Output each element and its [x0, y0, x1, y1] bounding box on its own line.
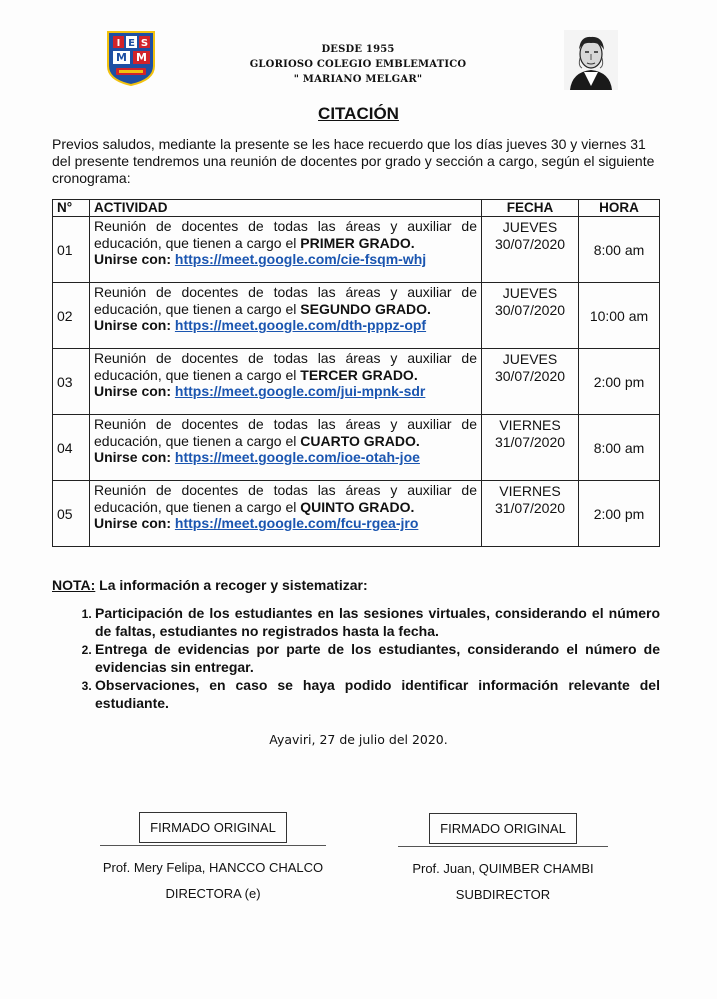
school-crest-logo	[106, 30, 156, 86]
activity-text: educación, que tienen a cargo el	[94, 366, 297, 383]
row-day: VIERNES	[499, 417, 561, 433]
logo-letter-e: E	[128, 38, 135, 49]
header-time: HORA	[579, 200, 660, 217]
nota-heading	[52, 577, 368, 593]
activity-line	[94, 367, 477, 384]
nota-item-3: 3. Observaciones, en caso se haya podido identificar información relevante del estudiante.	[95, 676, 660, 712]
row-time: 2:00 pm	[579, 349, 660, 415]
row-time: 8:00 am	[579, 217, 660, 283]
row-time: 10:00 am	[579, 283, 660, 349]
activity-line: Reunión de docentes de todas las áreas y auxiliar de	[94, 350, 477, 366]
row-day: JUEVES	[502, 351, 558, 367]
logo-letter-i: I	[116, 38, 121, 49]
row-date-value: 31/07/2020	[494, 500, 566, 516]
mariano-melgar-portrait	[564, 30, 618, 90]
grade-label: PRIMER GRADO.	[300, 234, 415, 251]
join-line	[94, 515, 477, 532]
row-activity	[90, 415, 482, 481]
row-activity	[90, 349, 482, 415]
signature-line	[100, 845, 326, 846]
row-number: 03	[53, 349, 90, 415]
join-label: Unirse con:	[94, 449, 172, 465]
meet-link[interactable]: https://meet.google.com/jui-mpnk-sdr	[174, 383, 426, 399]
table-header-row	[53, 200, 660, 217]
header-date: FECHA	[482, 200, 579, 217]
signature-stamp: FIRMADO ORIGINAL	[139, 812, 287, 843]
header-activity: ACTIVIDAD	[90, 200, 482, 217]
row-date-value: 31/07/2020	[494, 434, 566, 450]
row-date-value: 30/07/2020	[494, 302, 566, 318]
logo-letter-m1: M	[116, 51, 127, 64]
row-activity	[90, 217, 482, 283]
logo-letter-m2: M	[136, 51, 147, 64]
signer-name: Prof. Mery Felipa, HANCCO CHALCO	[102, 860, 324, 875]
meet-link[interactable]: https://meet.google.com/cie-fsqm-whj	[174, 251, 427, 267]
header-num: N°	[53, 200, 90, 217]
row-date-value: 30/07/2020	[494, 236, 566, 252]
row-number: 04	[53, 415, 90, 481]
row-activity	[90, 283, 482, 349]
schedule-table	[52, 199, 660, 547]
meet-link[interactable]: https://meet.google.com/fcu-rgea-jro	[174, 515, 419, 531]
activity-line	[94, 433, 477, 450]
row-day: JUEVES	[502, 219, 558, 235]
row-day: JUEVES	[502, 285, 558, 301]
row-time: 2:00 pm	[579, 481, 660, 547]
logo-letter-s: S	[140, 38, 149, 49]
activity-line: Reunión de docentes de todas las áreas y auxiliar de	[94, 482, 477, 498]
document-title: CITACIÓN	[318, 104, 399, 123]
row-number: 05	[53, 481, 90, 547]
activity-text: educación, que tienen a cargo el	[94, 234, 297, 251]
signature-block-subdirector	[398, 813, 608, 902]
join-label: Unirse con:	[94, 515, 172, 531]
join-label: Unirse con:	[94, 383, 172, 399]
nota-list	[52, 604, 660, 712]
nota-item-2: 2. Entrega de evidencias por parte de los estudiantes, considerando el número de evidencias sin entregar.	[95, 640, 660, 676]
row-number: 01	[53, 217, 90, 283]
activity-line: Reunión de docentes de todas las áreas y auxiliar de	[94, 284, 477, 300]
signature-line	[398, 846, 608, 847]
join-line	[94, 251, 477, 268]
row-date	[482, 481, 579, 547]
signature-block-directora	[100, 812, 326, 901]
activity-line: Reunión de docentes de todas las áreas y auxiliar de	[94, 218, 477, 234]
row-activity	[90, 481, 482, 547]
nota-item-1: 1. Participación de los estudiantes en las sesiones virtuales, considerando el número de faltas, estudiantes no registrados hasta la fecha.	[95, 604, 660, 640]
document-date: Ayaviri, 27 de julio del 2020.	[269, 732, 448, 747]
school-founded: DESDE 1955	[321, 44, 395, 55]
join-label: Unirse con:	[94, 251, 172, 267]
intro-paragraph: Previos saludos, mediante la presente se les hace recuerdo que los días jueves 30 y viernes 31 del presente tendremos una reunión de docentes por grado y sección a cargo, según el siguiente cronograma:	[52, 136, 655, 186]
join-line	[94, 383, 477, 400]
table-row	[53, 217, 660, 283]
activity-text: educación, que tienen a cargo el	[94, 432, 297, 449]
row-day: VIERNES	[499, 483, 561, 499]
join-line	[94, 317, 477, 334]
row-date	[482, 349, 579, 415]
join-line	[94, 449, 477, 466]
signature-stamp: FIRMADO ORIGINAL	[429, 813, 577, 844]
activity-line: Reunión de docentes de todas las áreas y auxiliar de	[94, 416, 477, 432]
signer-name: Prof. Juan, QUIMBER CHAMBI	[412, 861, 594, 876]
row-date-value: 30/07/2020	[494, 368, 566, 384]
activity-line	[94, 499, 477, 516]
school-name-block	[200, 42, 516, 87]
join-label: Unirse con:	[94, 317, 172, 333]
nota-label: NOTA:	[52, 577, 96, 593]
table-row	[53, 481, 660, 547]
row-time: 8:00 am	[579, 415, 660, 481]
nota-text: La información a recoger y sistematizar:	[95, 577, 368, 593]
meet-link[interactable]: https://meet.google.com/ioe-otah-joe	[174, 449, 420, 465]
school-title: GLORIOSO COLEGIO EMBLEMATICO	[249, 59, 467, 70]
activity-text: educación, que tienen a cargo el	[94, 498, 297, 515]
signer-role: SUBDIRECTOR	[455, 887, 551, 902]
activity-line	[94, 235, 477, 252]
meet-link[interactable]: https://meet.google.com/dth-pppz-opf	[174, 317, 427, 333]
row-date	[482, 415, 579, 481]
row-number: 02	[53, 283, 90, 349]
table-row	[53, 349, 660, 415]
grade-label: SEGUNDO GRADO.	[300, 300, 431, 317]
grade-label: QUINTO GRADO.	[300, 498, 415, 515]
signer-role: DIRECTORA (e)	[165, 886, 261, 901]
grade-label: TERCER GRADO.	[300, 366, 418, 383]
school-name: " MARIANO MELGAR"	[293, 74, 423, 85]
table-row	[53, 283, 660, 349]
row-date	[482, 217, 579, 283]
grade-label: CUARTO GRADO.	[300, 432, 420, 449]
activity-text: educación, que tienen a cargo el	[94, 300, 297, 317]
activity-line	[94, 301, 477, 318]
table-row	[53, 415, 660, 481]
row-date	[482, 283, 579, 349]
